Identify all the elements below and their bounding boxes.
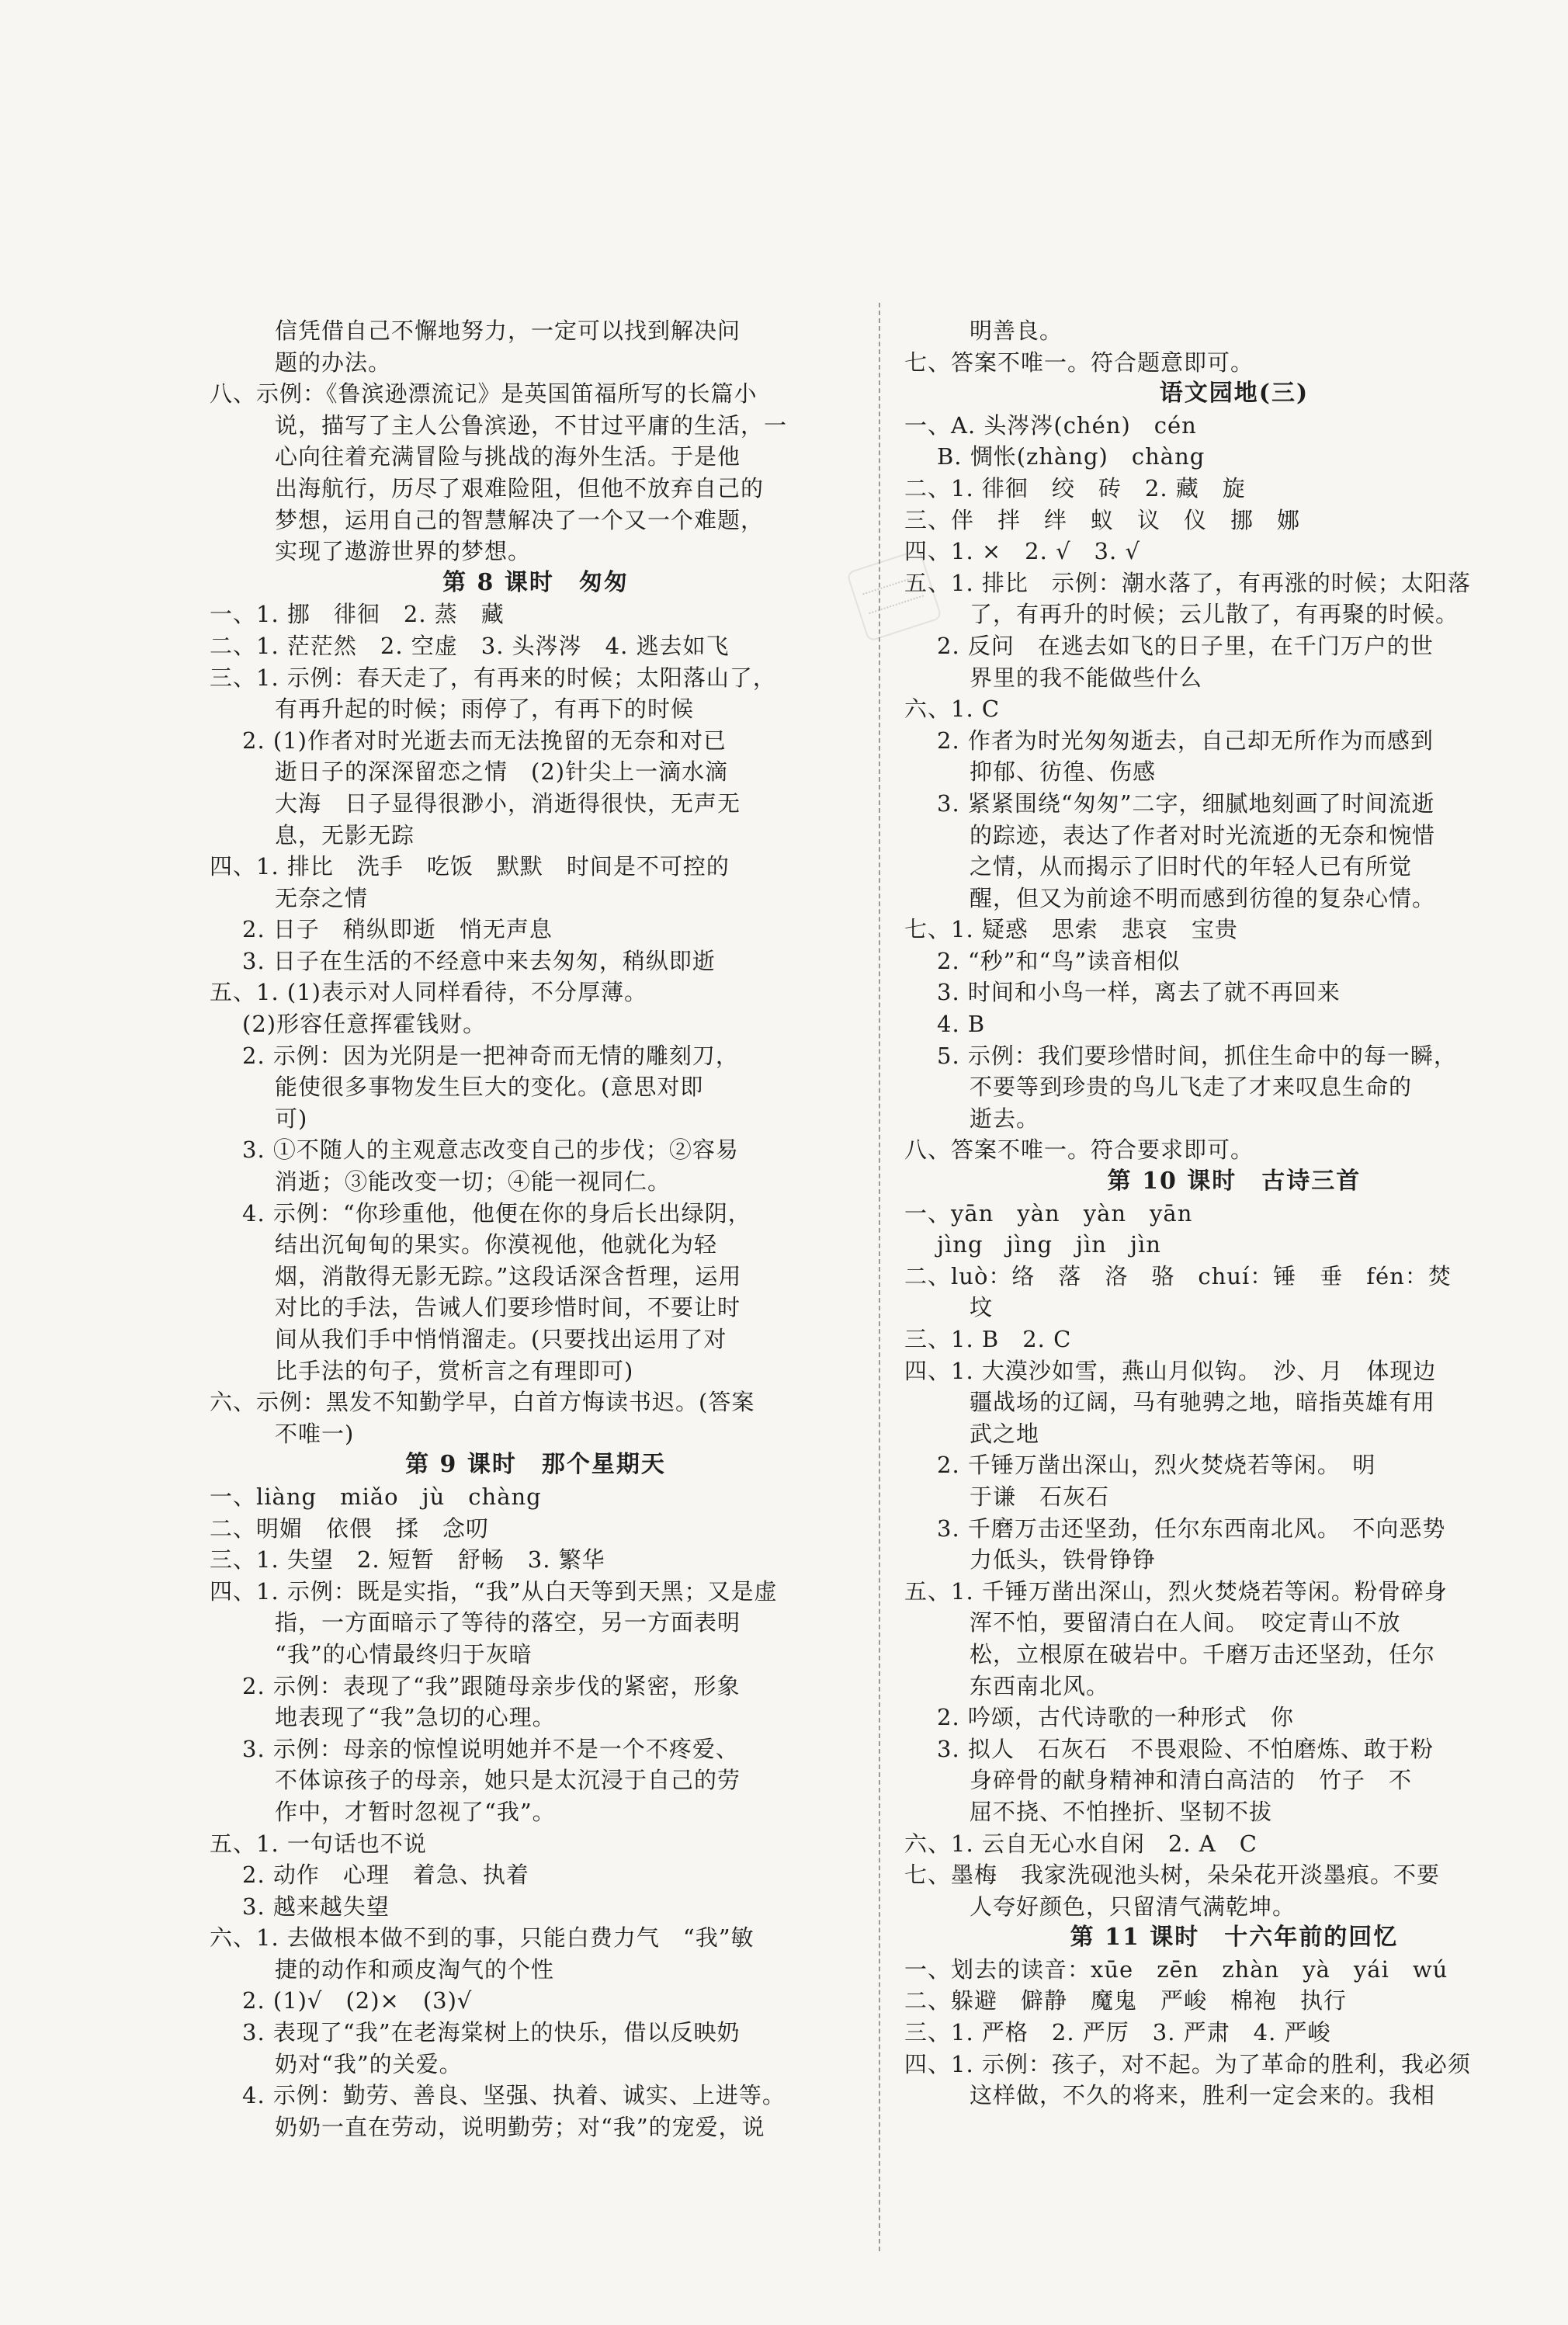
left-column	[210, 315, 862, 2143]
answer-line: 四、1. 示例：孩子，对不起。为了革命的胜利，我必须	[904, 2050, 1471, 2077]
answer-line: 醒，但又为前途不明而感到彷徨的复杂心情。	[970, 884, 1436, 911]
section-heading: 语文园地(三)	[1159, 380, 1310, 408]
answer-line: 于谦 石灰石	[970, 1483, 1110, 1510]
answer-line: 东西南北风。	[970, 1672, 1110, 1699]
answer-line: 疆战场的辽阔，马有驰骋之地，暗指英雄有用	[970, 1389, 1436, 1416]
answer-line: 出海航行，历尽了艰难险阻，但他不放弃自己的	[275, 474, 765, 501]
answer-line: 梦想，运用自己的智慧解决了一个又一个难题，	[275, 506, 765, 533]
answer-line: 说，描写了主人公鲁滨逊，不甘过平庸的生活，一	[275, 411, 788, 439]
answer-line: 一、liàng miǎo jù chàng	[210, 1483, 542, 1510]
answer-line: 四、1. 排比 洗手 吃饭 默默 时间是不可控的	[210, 853, 730, 880]
answer-line: 二、明媚 依偎 揉 念叨	[210, 1515, 490, 1542]
answer-line: 七、墨梅 我家洗砚池头树，朵朵花开淡墨痕。不要	[904, 1862, 1441, 1889]
answer-line: 2. (1)√ (2)× (3)√	[242, 1987, 473, 2014]
answer-line: 界里的我不能做些什么	[970, 664, 1203, 691]
answer-line: 不要等到珍贵的鸟儿飞走了才来叹息生命的	[970, 1074, 1413, 1101]
answer-line: “我”的心情最终归于灰暗	[275, 1640, 532, 1667]
answer-line: 的踪迹，表达了作者对时光流逝的无奈和惋惜	[970, 821, 1436, 848]
answer-line: 身碎骨的献身精神和清白高洁的 竹子 不	[970, 1767, 1413, 1794]
answer-line: 六、1. C	[904, 696, 1001, 723]
answer-line: 抑郁、彷徨、伤感	[970, 758, 1157, 786]
answer-line: 一、yān yàn yàn yān	[904, 1199, 1193, 1227]
answer-line: 捷的动作和顽皮淘气的个性	[275, 1955, 555, 1983]
answer-line: 屈不挠、不怕挫折、坚韧不拔	[970, 1798, 1273, 1825]
answer-line: 题的办法。	[275, 349, 392, 376]
answer-line: 2. 吟颂，古代诗歌的一种形式 你	[937, 1704, 1294, 1731]
answer-line: 五、1. 一句话也不说	[210, 1830, 427, 1857]
answer-line: 2. 示例：因为光阴是一把神奇而无情的雕刻刀，	[242, 1042, 739, 1069]
answer-line: 息，无影无踪	[275, 821, 415, 848]
answer-line: 六、1. 云自无心水自闲 2. A C	[904, 1830, 1258, 1857]
answer-line: 无奈之情	[275, 884, 369, 911]
answer-line: 5. 示例：我们要珍惜时间，抓住生命中的每一瞬，	[937, 1042, 1457, 1069]
answer-line: 了，有再升的时候；云儿散了，有再聚的时候。	[970, 601, 1459, 628]
answer-line: 3. 紧紧围绕“匆匆”二字，细腻地刻画了时间流逝	[937, 789, 1435, 817]
answer-line: 2. 作者为时光匆匆逝去，自己却无所作为而感到	[937, 727, 1434, 754]
answer-line: 3. 拟人 石灰石 不畏艰险、不怕磨炼、敢于粉	[937, 1735, 1434, 1762]
answer-line: 三、1. 失望 2. 短暂 舒畅 3. 繁华	[210, 1546, 605, 1574]
answer-line: 之情，从而揭示了旧时代的年轻人已有所觉	[970, 853, 1413, 880]
answer-line: 五、1. (1)表示对人同样看待，不分厚薄。	[210, 979, 647, 1006]
section-heading: 第 11 课时 十六年前的回忆	[1070, 1924, 1399, 1952]
answer-line: 五、1. 千锤万凿出深山，烈火焚烧若等闲。粉骨碎身	[904, 1577, 1448, 1605]
answer-line: 3. 表现了“我”在老海棠树上的快乐，借以反映奶	[242, 2019, 741, 2046]
answer-line: 不唯一)	[275, 1420, 355, 1447]
answer-line: 武之地	[970, 1420, 1040, 1447]
answer-line: 3. 千磨万击还坚劲，任尔东西南北风。 不向恶势	[937, 1515, 1446, 1542]
answer-line: 3. 时间和小鸟一样，离去了就不再回来	[937, 979, 1341, 1006]
answer-line: 3. 示例：母亲的惊惶说明她并不是一个不疼爱、	[242, 1735, 739, 1762]
answer-line: 消逝；③能改变一切；④能一视同仁。	[275, 1168, 671, 1195]
answer-line: (2)形容任意挥霍钱财。	[242, 1011, 487, 1038]
answer-line: 逝去。	[970, 1105, 1040, 1132]
right-column	[904, 315, 1564, 2112]
answer-line: 八、答案不唯一。符合要求即可。	[904, 1136, 1254, 1164]
answer-line: B. 惆怅(zhàng) chàng	[937, 443, 1205, 470]
answer-line: 奶奶一直在劳动，说明勤劳；对“我”的宠爱，说	[275, 2113, 765, 2140]
answer-line: 明善良。	[970, 318, 1063, 344]
answer-line: 不体谅孩子的母亲，她只是太沉浸于自己的劳	[275, 1767, 741, 1794]
answer-line: 2. (1)作者对时光逝去而无法挽留的无奈和对已	[242, 727, 727, 754]
answer-line: 二、1. 徘徊 绞 砖 2. 藏 旋	[904, 474, 1246, 501]
answer-line: 二、躲避 僻静 魔鬼 严峻 棉袍 执行	[904, 1987, 1348, 2014]
answer-line: 能使很多事物发生巨大的变化。(意思对即	[275, 1074, 704, 1101]
section-heading: 第 9 课时 那个星期天	[405, 1451, 666, 1479]
answer-line: 有再升起的时候；雨停了，有再下的时候	[275, 696, 695, 723]
answer-line: 可)	[275, 1105, 308, 1132]
answer-line: 松，立根原在破岩中。千磨万击还坚劲，任尔	[970, 1640, 1436, 1667]
answer-line: 四、1. 示例：既是实指，“我”从白天等到天黑；又是虚	[210, 1577, 778, 1605]
answer-line: 四、1. × 2. √ 3. √	[904, 538, 1140, 565]
answer-line: 三、1. 严格 2. 严厉 3. 严肃 4. 严峻	[904, 2019, 1331, 2046]
answer-line: 4. 示例：“你珍重他，他便在你的身后长出绿阴，	[242, 1199, 751, 1227]
answer-line: 烟，消散得无影无踪。”这段话深含哲理，运用	[275, 1262, 742, 1289]
answer-line: 逝日子的深深留恋之情 (2)针尖上一滴水滴	[275, 758, 729, 786]
answer-line: 4. 示例：勤劳、善良、坚强、执着、诚实、上进等。	[242, 2082, 786, 2109]
answer-line: 大海 日子显得很渺小，消逝得很快，无声无	[275, 789, 741, 817]
answer-line: 二、luò：络 落 洛 骆 chuí：锤 垂 fén：焚	[904, 1262, 1452, 1289]
answer-line: 间从我们手中悄悄溜走。(只要找出运用了对	[275, 1326, 727, 1352]
answer-line: 三、1. 示例：春天走了，有再来的时候；太阳落山了，	[210, 664, 776, 691]
answer-line: 信凭借自己不懈地努力，一定可以找到解决问	[275, 318, 741, 344]
answer-line: 人夸好颜色，只留清气满乾坤。	[970, 1893, 1296, 1920]
answer-line: 实现了遨游世界的梦想。	[275, 538, 532, 565]
answer-line: 2. 千锤万凿出深山，烈火焚烧若等闲。 明	[937, 1452, 1376, 1479]
answer-line: 一、A. 头涔涔(chén) cén	[904, 411, 1197, 439]
answer-line: 2. 示例：表现了“我”跟随母亲步伐的紧密，形象	[242, 1672, 741, 1699]
answer-line: 2. “秒”和“鸟”读音相似	[937, 947, 1181, 974]
answer-line: 七、1. 疑惑 思索 悲哀 宝贵	[904, 916, 1238, 943]
answer-line: 五、1. 排比 示例：潮水落了，有再涨的时候；太阳落	[904, 569, 1471, 596]
answer-line: 2. 日子 稍纵即逝 悄无声息	[242, 916, 553, 943]
answer-line: 地表现了“我”急切的心理。	[275, 1704, 556, 1731]
answer-line: 三、伴 拌 绊 蚁 议 仪 挪 娜	[904, 506, 1301, 533]
answer-line: 三、1. B 2. C	[904, 1326, 1072, 1352]
answer-line: 2. 反问 在逃去如飞的日子里，在千门万户的世	[937, 632, 1434, 659]
answer-line: 坟	[970, 1294, 994, 1321]
answer-line: 对比的手法，告诫人们要珍惜时间，不要让时	[275, 1294, 741, 1321]
answer-line: 这样做，不久的将来，胜利一定会来的。我相	[970, 2082, 1436, 2109]
answer-line: 奶对“我”的关爱。	[275, 2050, 463, 2077]
answer-line: 指，一方面暗示了等待的落空，另一方面表明	[275, 1609, 741, 1636]
answer-line: 2. 动作 心理 着急、执着	[242, 1862, 529, 1889]
answer-line: 结出沉甸甸的果实。你漠视他，他就化为轻	[275, 1231, 718, 1258]
answer-line: 六、示例：黑发不知勤学早，白首方悔读书迟。(答案	[210, 1389, 755, 1416]
answer-line: 4. B	[937, 1011, 986, 1038]
answer-line: jìng jìng jìn jìn	[937, 1231, 1161, 1258]
answer-line: 六、1. 去做根本做不到的事，只能白费力气 “我”敏	[210, 1924, 755, 1952]
answer-line: 3. 日子在生活的不经意中来去匆匆，稍纵即逝	[242, 947, 716, 974]
answer-line: 一、划去的读音：xūe zēn zhàn yà yái wú	[904, 1955, 1448, 1983]
answer-line: 七、答案不唯一。符合题意即可。	[904, 349, 1254, 376]
answer-line: 作中，才暂时忽视了“我”。	[275, 1798, 556, 1825]
answer-line: 3. ①不随人的主观意志改变自己的步伐；②容易	[242, 1136, 739, 1164]
answer-line: 3. 越来越失望	[242, 1893, 390, 1920]
answer-line: 一、1. 挪 徘徊 2. 蒸 藏	[210, 601, 505, 628]
answer-line: 力低头，铁骨铮铮	[970, 1546, 1157, 1574]
section-heading: 第 8 课时 匆匆	[442, 568, 629, 596]
answer-line: 八、示例：《鲁滨逊漂流记》是英国笛福所写的长篇小	[210, 380, 758, 408]
section-heading: 第 10 课时 古诗三首	[1107, 1168, 1362, 1195]
answer-line: 浑不怕，要留清白在人间。 咬定青山不放	[970, 1609, 1401, 1636]
answer-line: 二、1. 茫茫然 2. 空虚 3. 头涔涔 4. 逃去如飞	[210, 632, 730, 659]
answer-line: 心向往着充满冒险与挑战的海外生活。于是他	[275, 443, 741, 470]
answer-line: 四、1. 大漠沙如雪，燕山月似钩。 沙、月 体现边	[904, 1357, 1437, 1384]
answer-line: 比手法的句子，赏析言之有理即可)	[275, 1357, 634, 1384]
